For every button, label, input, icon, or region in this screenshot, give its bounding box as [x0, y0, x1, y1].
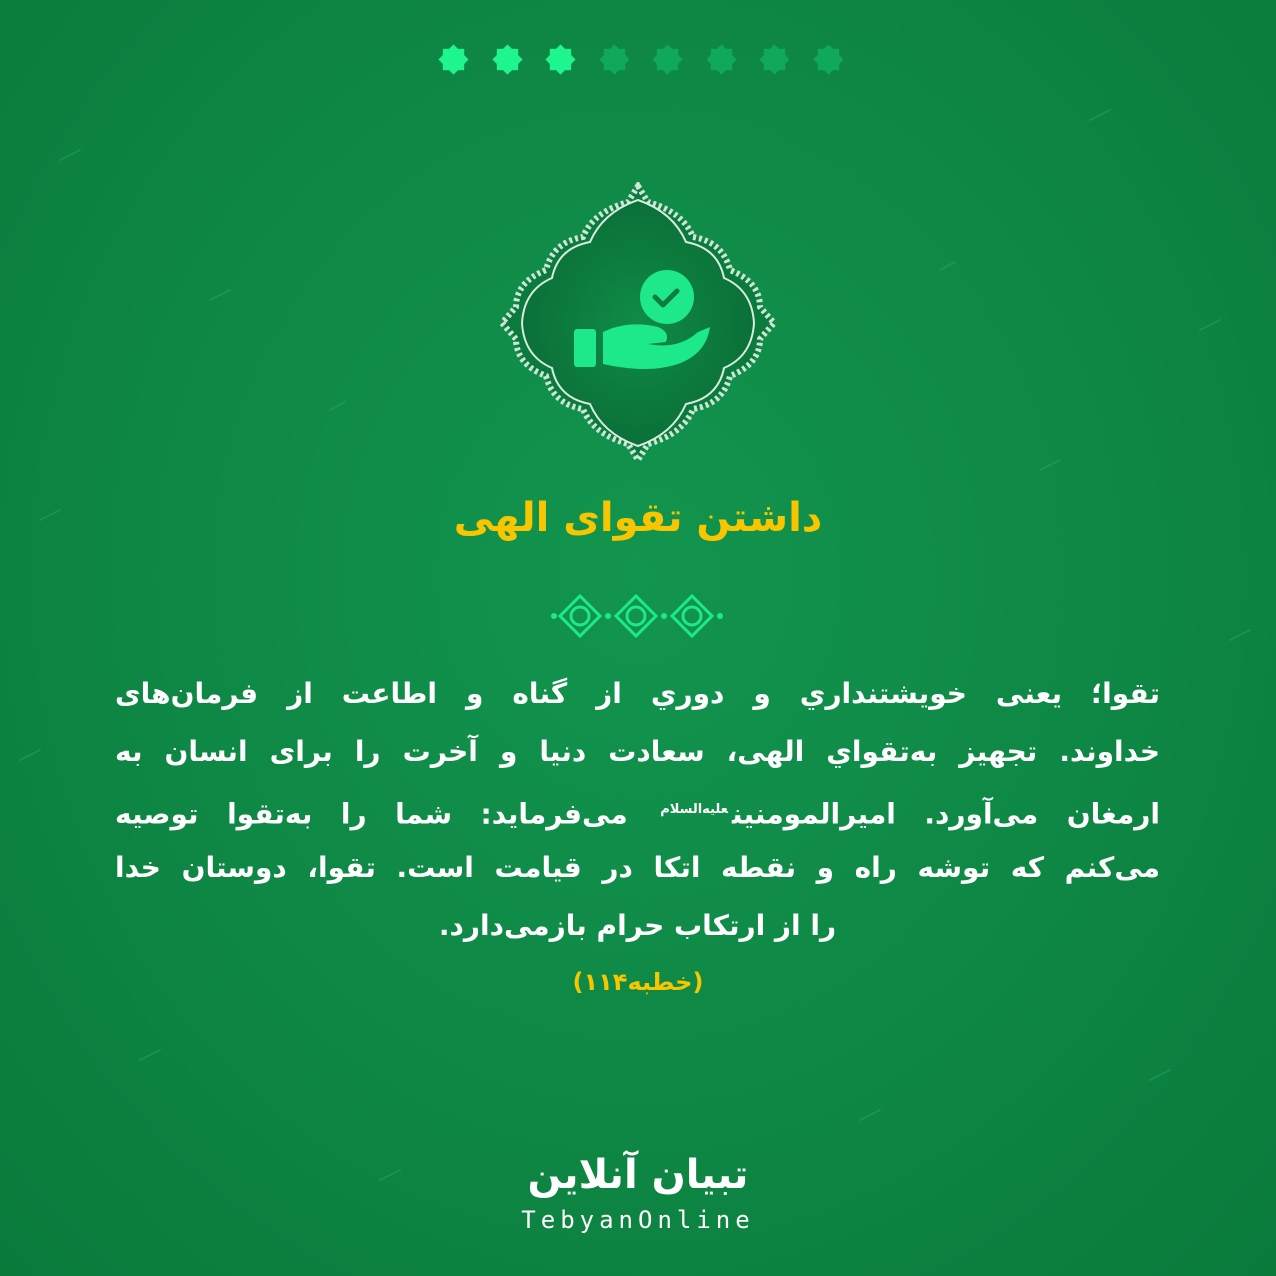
citation: (خطبه۱۱۴)	[572, 968, 704, 996]
progress-star-inactive	[757, 42, 792, 77]
ornament-divider	[548, 592, 728, 640]
body-line: را از ارتکاب حرام بازمی‌دارد.	[438, 909, 837, 942]
progress-indicator	[436, 42, 846, 77]
body-line: خداوند. تجهیز به‌تقواي الهی، سعادت دنیا و آخرت را برای انسان به	[115, 735, 1160, 768]
progress-star-active	[543, 42, 578, 77]
knot-ornament-icon	[560, 596, 600, 636]
progress-star-active	[490, 42, 525, 77]
body-line-start: ارمغان می‌آورد. امیرالمومنین	[732, 797, 1161, 831]
knot-ornament-icon	[672, 596, 712, 636]
ornamental-medallion	[498, 182, 778, 464]
tebyan-logo	[488, 1148, 788, 1234]
honorific: علیه‌السلام	[660, 802, 729, 817]
progress-star-active	[436, 42, 471, 77]
progress-star-inactive	[650, 42, 685, 77]
page-title: داشتن تقوای الهی	[453, 495, 823, 541]
body-line: تقوا؛ یعنی خویشتنداري و دوري از گناه و اطاعت از فرمان‌های	[115, 677, 1160, 710]
body-line-end: می‌فرماید: شما را به‌تقوا توصیه	[115, 797, 628, 831]
logo-persian: تبیان آنلاین	[527, 1152, 749, 1198]
body-line	[115, 781, 1160, 839]
progress-star-inactive	[811, 42, 846, 77]
knot-ornament-icon	[616, 596, 656, 636]
body-paragraph	[115, 665, 1160, 955]
progress-star-inactive	[704, 42, 739, 77]
logo-english: TebyanOnline	[521, 1206, 755, 1234]
progress-star-inactive	[597, 42, 632, 77]
body-line: می‌کنم که توشه راه و نقطه اتکا در قیامت است. تقوا، دوستان خدا	[115, 851, 1160, 884]
